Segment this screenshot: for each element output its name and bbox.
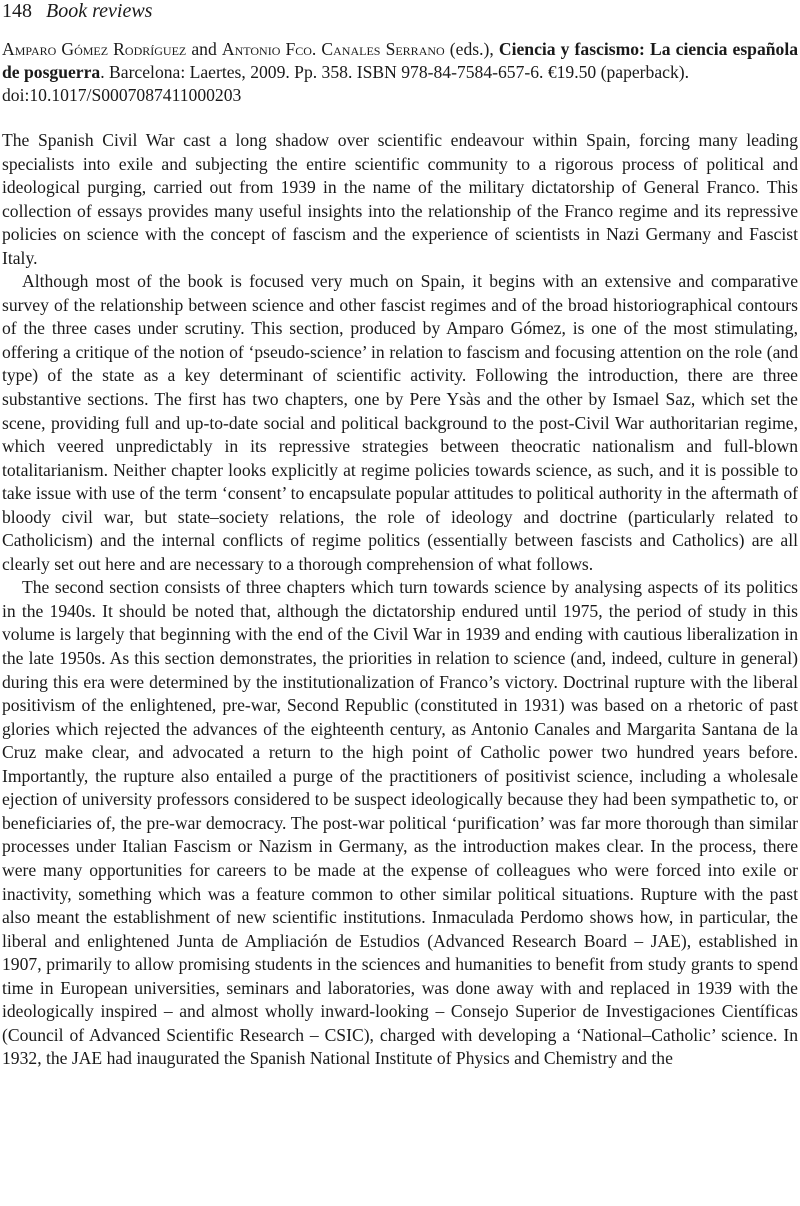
review-paragraph-3: The second section consists of three chapters which turn towards science by analysing aspects of its politics in the 1940s. It should be noted that, although the dictatorship endured until 1975, the period of study in this volume is largely that beginning with the end of the Civil War in 1939 and ending with cautious liberalization in the late 1950s. As this section demonstrates, the priorities in relation to science (and, indeed, culture in general) during this era were determined by the institutionalization of Franco’s victory. Doctrinal rupture with the liberal positivism of the enlightened, pre-war, Second Republic (constituted in 1931) was based on a rhetoric of past glories which rejected the advances of the eighteenth century, as Antonio Canales and Margarita Santana de la Cruz make clear, and advocated a return to the high point of Catholic power two hundred years before. Importantly, the rupture also entailed a purge of the practitioners of positivist science, including a wholesale ejection of university professors considered to be suspect ideologically because they had been sympathetic to, or beneficiaries of, the pre-war democracy. The post-war political ‘purification’ was far more thorough than similar processes under Italian Fascism or Nazism in Germany, as the introduction makes clear. In the process, there were many opportunities for careers to be made at the expense of colleagues who were forced into exile or inactivity, something which was a feature common to other similar political situations. Rupture with the past also meant the establishment of new scientific institutions. Inmaculada Perdomo shows how, in particular, the liberal and enlightened Junta de Ampliación de Estudios (Advanced Research Board – JAE), established in 1907, primarily to allow promising students in the sciences and humanities to benefit from study grants to spend time in European universities, seminars and laboratories, was done away with and replaced in 1939 with the ideologically inspired – and almost wholly inward-looking – Consejo Superior de Investigaciones Científicas (Council of Advanced Scientific Research – CSIC), charged with developing a ‘National–Catholic’ science. In 1932, the JAE had inaugurated the Spanish National Institute of Physics and Chemistry and the [2, 577, 798, 1069]
citation-doi: doi:10.1017/S0007087411000203 [2, 85, 242, 105]
review-body [2, 129, 798, 1071]
running-head [2, 0, 798, 30]
citation-editor-2: Antonio Fco. Canales Serrano [221, 39, 445, 59]
citation-editor-1: Amparo Gómez Rodríguez [2, 39, 187, 59]
citation-conjunction: and [191, 39, 217, 59]
book-citation [2, 38, 798, 107]
page-number: 148 [2, 0, 32, 22]
review-paragraph-1: The Spanish Civil War cast a long shadow over scientific endeavour within Spain, forcing many leading specialists into exile and subjecting the entire scientific community to a rigorous process of political and ideological purging, carried out from 1939 in the name of the military dictatorship of General Franco. This collection of essays provides many useful insights into the relationship of the Franco regime and its repressive policies on science with the concept of fascism and the experience of scientists in Nazi Germany and Fascist Italy. [2, 130, 798, 268]
review-paragraph-2: Although most of the book is focused very much on Spain, it begins with an extensive and comparative survey of the relationship between science and other fascist regimes and of the broad historiographical contours of the three cases under scrutiny. This section, produced by Amparo Gómez, is one of the most stimulating, offering a critique of the notion of ‘pseudo-science’ in relation to fascism and focusing attention on the role (and type) of the state as a key determinant of scientific activity. Following the introduction, there are three substantive sections. The first has two chapters, one by Pere Ysàs and the other by Ismael Saz, which set the scene, providing full and up-to-date social and political background to the post-Civil War authoritarian regime, which veered unpredictably in its repressive strategies between theocratic nationalism and full-blown totalitarianism. Neither chapter looks explicitly at regime policies towards science, as such, and it is possible to take issue with use of the term ‘consent’ to encapsulate popular attitudes to political authority in the aftermath of bloody civil war, but state–society relations, the role of ideology and doctrine (particularly related to Catholicism) and the internal conflicts of regime politics (essentially between fascists and Catholics) are all clearly set out here and are necessary to a thorough comprehension of what follows. [2, 271, 798, 574]
citation-eds: (eds.), [449, 39, 494, 59]
citation-book-title: Ciencia y fascismo: La ciencia española de posguerra [2, 39, 799, 82]
section-title: Book reviews [46, 0, 153, 22]
citation-publication-details: . Barcelona: Laertes, 2009. Pp. 358. ISBN 978-84-7584-657-6. €19.50 (paperback). [100, 62, 689, 82]
